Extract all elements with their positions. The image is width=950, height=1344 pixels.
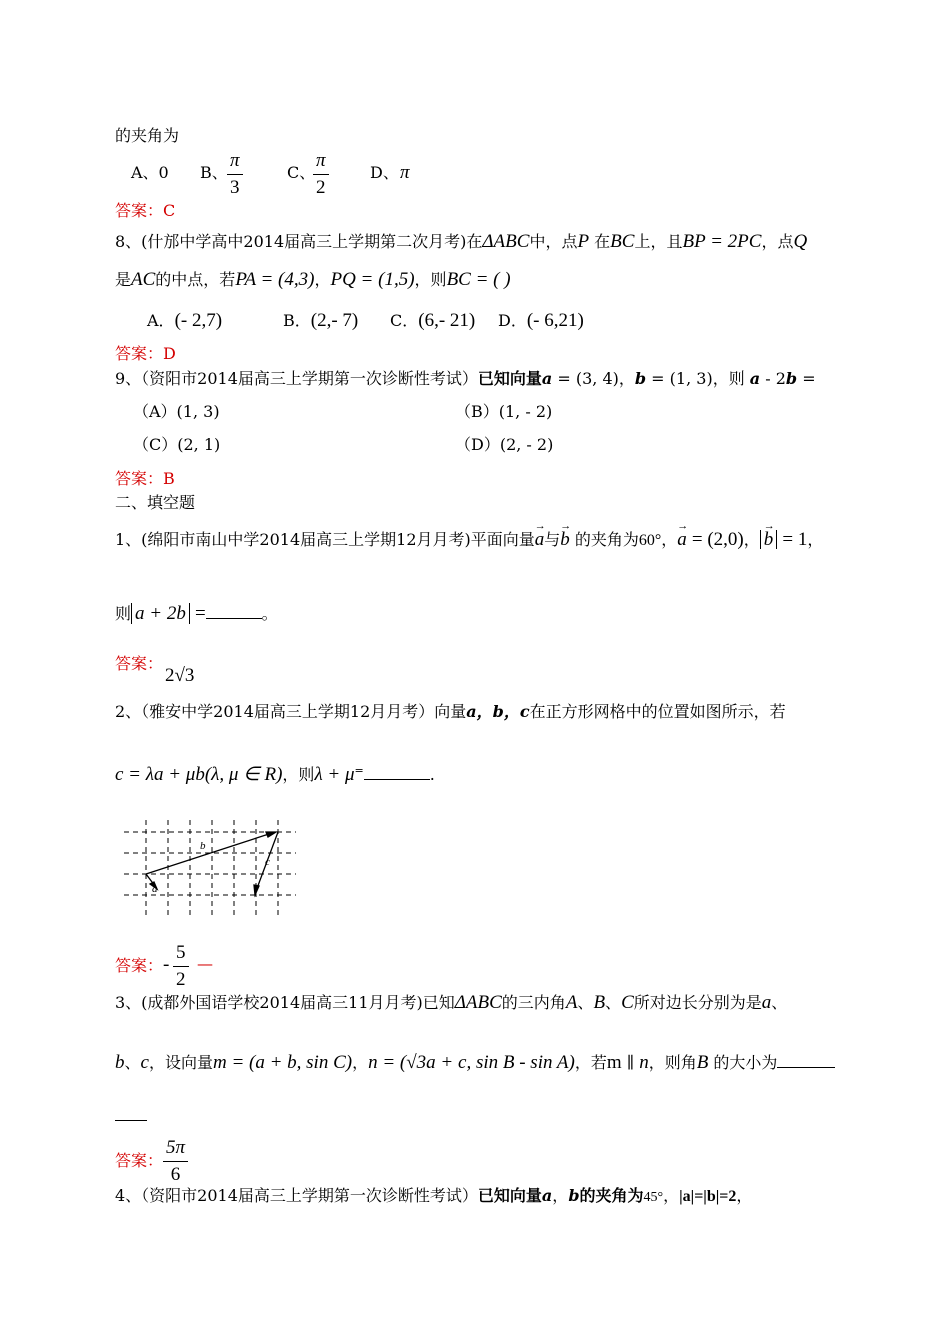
q7-option-d-value: π [400, 162, 410, 183]
q8-option-d: D．(- 6,21) [498, 310, 584, 331]
q8-option-b: B．(2,- 7) [283, 310, 359, 331]
f2-answer-fraction: $\frac{5}{2}$ [173, 942, 189, 991]
f4-stem: 4、（资阳市2014届高三上学期第一次诊断性考试）已知向量a，b的夹角为45°，|a|=|b|=2， [115, 1186, 753, 1205]
q7-option-a: A、0 [131, 163, 169, 182]
f1-answer-label: 答案： [115, 654, 164, 673]
f2-fig-label-b: b [200, 840, 206, 852]
f1-answer-value: 2√3 [165, 665, 195, 686]
q9-option-c: （C）(2, 1) [133, 435, 221, 454]
f3-blank-continuation [115, 1106, 147, 1124]
q7-option-c-label: C、 [287, 163, 316, 182]
f2-fig-label-c: c [265, 856, 270, 868]
f1-stem-line2: 则 a + 2b = 。 [115, 603, 278, 624]
q7-stem-tail: 的夹角为 [115, 126, 180, 145]
f2-stem-line1: 2、（雅安中学2014届高三上学期12月月考）向量a，b，c在正方形网格中的位置如图所示，若 [115, 702, 786, 721]
f3-stem-line1: 3、(成都外国语学校2014届高三11月月考)已知ΔABC的三内角A、B、C所对边长分别为是a、 [115, 992, 788, 1013]
section-fill-in-title: 二、填空题 [115, 493, 196, 512]
f1-stem-line1: 1、(绵阳市南山中学2014届高三上学期12月月考)平面向量→ a与→ b 的夹角为60°，→ a = (2,0)，→ b = 1， [115, 530, 823, 549]
f3-stem-line2: b、c，设向量m = (a + b, sin C)，n = (√3a + c, sin B - sin A)，若m ∥ n，则角B 的大小为 [115, 1053, 835, 1072]
q8-stem-line2: 是AC的中点，若PA = (4,3)，PQ = (1,5)，则BC = ( ) [115, 269, 511, 290]
f2-fig-label-a: a [152, 883, 158, 895]
q7-option-b-fraction: $\frac{\pi}{3}$ [227, 150, 243, 199]
q7-answer: 答案：C [115, 201, 176, 220]
f3-answer-label: 答案： [115, 1151, 164, 1170]
q8-option-a: A．(- 2,7) [147, 310, 223, 331]
f2-stem-line2: c = λa + μb(λ, μ ∈ R)，则λ + μ= . [115, 764, 435, 785]
q7-option-c-fraction: $\frac{\pi}{2}$ [313, 150, 329, 199]
q7-option-b-label: B、 [200, 163, 228, 182]
q9-stem: 9、（资阳市2014届高三上学期第一次诊断性考试）已知向量a = (3, 4)，b = (1, 3)，则 a - 2b = [115, 369, 816, 388]
f2-answer-sign: - [163, 954, 170, 975]
q9-option-b: （B）(1, - 2) [455, 402, 553, 421]
q8-stem-line1: 8、(什邡中学高中2014届高三上学期第二次月考)在ΔABC中，点P 在BC上，且BP = 2PC，点Q [115, 231, 808, 252]
q9-option-a: （A）(1, 3) [133, 402, 220, 421]
q8-option-c: C．(6,- 21) [390, 310, 476, 331]
f3-answer-fraction: $\frac{5\pi}{6}$ [163, 1137, 188, 1186]
q9-answer: 答案：B [115, 469, 175, 488]
f2-answer-label: 答案： [115, 956, 164, 975]
q8-answer: 答案：D [115, 344, 176, 363]
q7-option-d-label: D、 [370, 163, 399, 182]
f2-grid-figure [120, 820, 300, 920]
f2-answer-dash: — [197, 954, 213, 973]
q9-option-d: （D）(2, - 2) [455, 435, 554, 454]
